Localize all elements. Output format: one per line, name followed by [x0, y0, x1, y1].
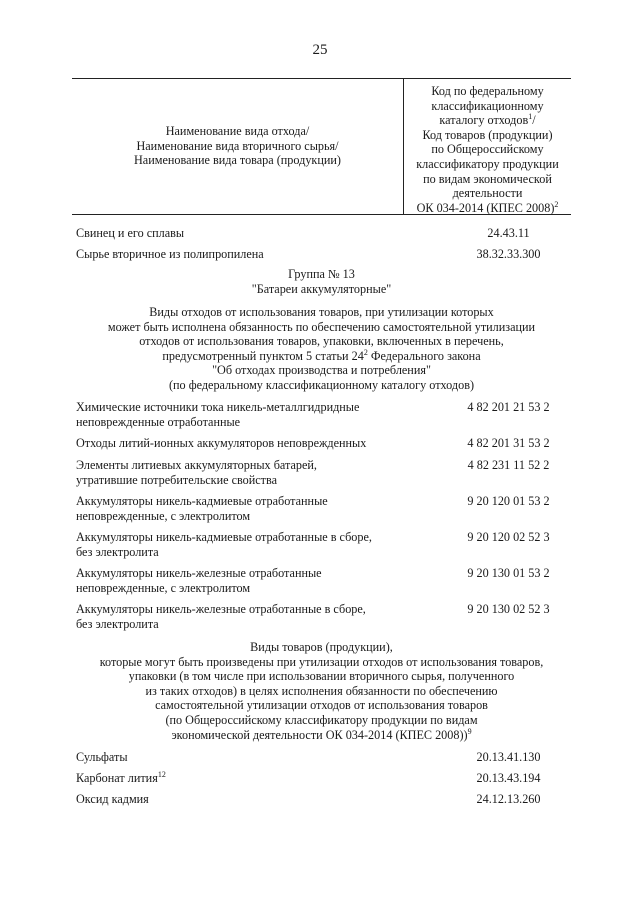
row-code: 24.12.13.260: [476, 792, 541, 806]
waste-section-heading: Виды отходов от использования товаров, при утилизации которых может быть исполнена обязанность по обеспечению самостоятельной утилизации отходов от использования товаров, упаковки, включенных в перечень, предусмотренный пунктом 5 статьи $24^2$ Федерального закона "Об отходах производства и потребления" (по федеральному классификационному каталогу отходов): [107, 305, 536, 392]
page-number: 25: [312, 42, 328, 58]
row-code: 38.32.33.300: [476, 247, 541, 261]
header-right-line: ОК 034-2014 (КПЕС 2008)$^2$: [416, 199, 559, 215]
row-code: 20.13.41.130: [476, 750, 541, 764]
row-code: 24.43.11: [487, 226, 530, 240]
footnote-mark: 9: [467, 726, 472, 736]
row-code: 9 20 120 02 52 3: [467, 530, 550, 544]
row-name: Карбонат лития$^{12}$: [76, 770, 166, 785]
footnote-mark: 12: [157, 770, 166, 779]
footnote-mark: 2: [363, 347, 368, 357]
group-heading: [72, 267, 571, 296]
row-name: Аккумуляторы никель-кадмиевые отработанные неповрежденные, с электролитом: [76, 494, 328, 523]
row-code: 9 20 130 02 52 3: [467, 602, 550, 616]
header-right-line: по видам экономической: [423, 171, 552, 186]
footnote-mark: 1: [528, 112, 533, 122]
row-code: 4 82 201 21 53 2: [467, 400, 550, 414]
header-right-line: деятельности: [452, 186, 523, 201]
header-right-line: классификатору продукции: [416, 156, 559, 171]
header-right-cell: [404, 84, 571, 215]
row-name: Отходы литий-ионных аккумуляторов неповрежденных: [76, 436, 367, 450]
row-name: Элементы литиевых аккумуляторных батарей, утратившие потребительские свойства: [76, 458, 317, 487]
row-name: Аккумуляторы никель-железные отработанные неповрежденные, с электролитом: [76, 566, 322, 595]
header-left-cell: [72, 124, 403, 168]
header-left-line: Наименование вида отхода/: [165, 124, 310, 138]
row-code: 20.13.43.194: [476, 771, 541, 785]
footnote-mark: 2: [554, 199, 559, 209]
header-right-line: по Общероссийскому: [431, 142, 544, 157]
row-code: 9 20 130 01 53 2: [467, 566, 550, 580]
header-right-line: Код по федеральному: [431, 84, 544, 98]
row-name: Свинец и его сплавы: [76, 226, 185, 240]
header-left-line: Наименование вида товара (продукции): [134, 153, 341, 168]
row-code: 4 82 231 11 52 2: [467, 458, 550, 472]
goods-section-heading: Виды товаров (продукции), которые могут быть произведены при утилизации отходов от использования товаров, упаковки (в том числе при использовании вторичного сырья, полученного из таких отходов) в целях исполнения обязанности по обеспечению самостоятельной утилизации отходов от использования товаров (по Общероссийскому классификатору продукции по видам экономической деятельности ОК 034-2014 (КПЕС 2008))$^9$: [99, 640, 544, 742]
table-top-rule: [72, 78, 571, 79]
header-right-line: классификационному: [431, 98, 544, 113]
row-name: Аккумуляторы никель-железные отработанные в сборе, без электролита: [76, 602, 366, 631]
row-code: 4 82 201 31 53 2: [467, 436, 550, 450]
header-right-line: Код товаров (продукции): [422, 127, 553, 142]
group-title: Группа № 13: [288, 267, 355, 281]
row-name: Аккумуляторы никель-кадмиевые отработанные в сборе, без электролита: [76, 530, 372, 559]
row-code: 9 20 120 01 53 2: [467, 494, 550, 508]
row-name: Сульфаты: [76, 750, 128, 764]
row-name: Оксид кадмия: [76, 792, 149, 806]
row-name: Сырье вторичное из полипропилена: [76, 247, 264, 261]
group-subtitle: "Батареи аккумуляторные": [251, 281, 392, 296]
header-right-line: каталогу отходов$^1$/: [439, 112, 536, 128]
row-name: Химические источники тока никель-металлгидридные неповрежденные отработанные: [76, 400, 360, 429]
header-left-line: Наименование вида вторичного сырья/: [136, 138, 339, 153]
